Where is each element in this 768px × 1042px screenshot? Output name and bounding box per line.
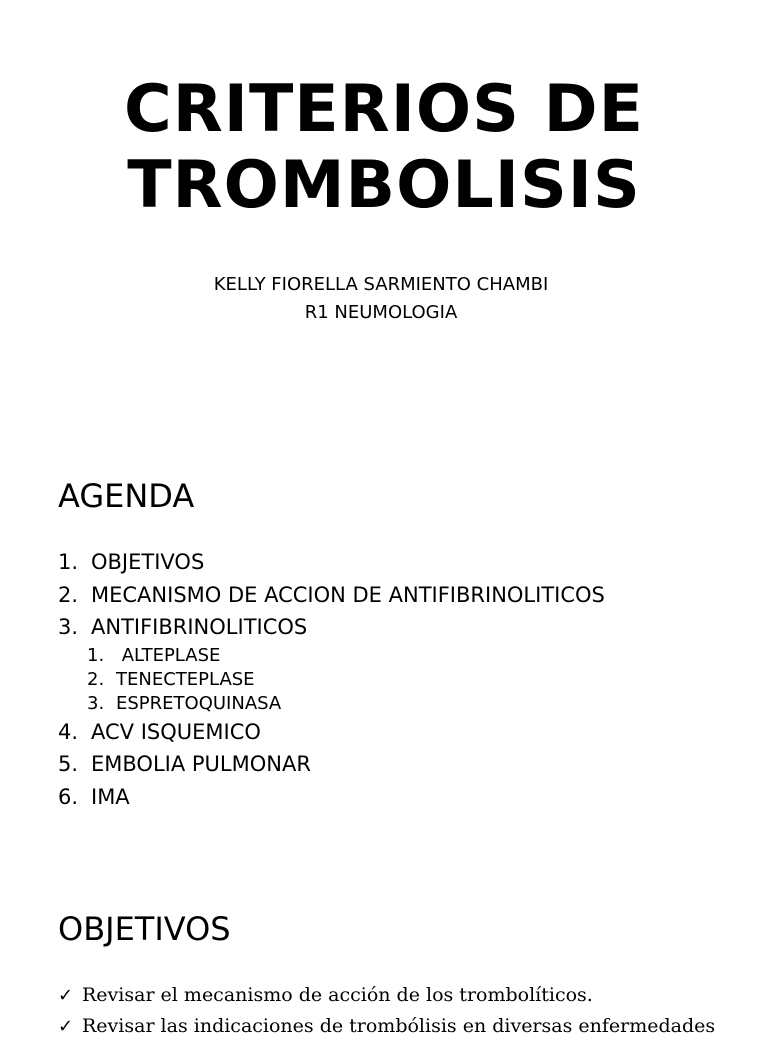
agenda-item-embolia bbox=[58, 748, 605, 781]
agenda-item-antifibrinoliticos bbox=[58, 611, 605, 716]
agenda-item-label: ACV ISQUEMICO bbox=[91, 719, 261, 744]
agenda-sub-list bbox=[58, 644, 605, 716]
list-number: 5. bbox=[58, 752, 79, 776]
objetivos-heading: OBJETIVOS bbox=[58, 910, 231, 948]
list-number: 1. bbox=[87, 644, 105, 666]
agenda-subitem-label: ESPRETOQUINASA bbox=[116, 692, 282, 714]
agenda-heading: AGENDA bbox=[58, 477, 195, 515]
objetivo-item bbox=[58, 980, 758, 1011]
agenda-item-label: EMBOLIA PULMONAR bbox=[91, 752, 311, 776]
objetivos-list bbox=[58, 980, 758, 1042]
list-number: 2. bbox=[87, 668, 105, 690]
check-icon: ✓ bbox=[58, 1016, 74, 1037]
agenda-subitem-label: ALTEPLASE bbox=[116, 644, 221, 666]
subtitle bbox=[0, 271, 762, 327]
list-number: 3. bbox=[87, 692, 105, 714]
list-number: 2. bbox=[58, 582, 79, 607]
list-number: 1. bbox=[58, 550, 79, 574]
objetivo-text: Revisar las indicaciones de trombólisis en diversas enfermedades bbox=[82, 1015, 716, 1037]
agenda-item-objetivos bbox=[58, 546, 605, 579]
author-role: R1 NEUMOLOGIA bbox=[304, 302, 458, 323]
agenda-subitem-label: TENECTEPLASE bbox=[116, 668, 255, 690]
title-line-2: TROMBOLISIS bbox=[127, 148, 641, 223]
agenda-item-acv bbox=[58, 716, 605, 749]
agenda-subitem-alteplase bbox=[87, 644, 605, 668]
author-name: KELLY FIORELLA SARMIENTO CHAMBI bbox=[213, 274, 549, 295]
agenda-item-mecanismo bbox=[58, 579, 605, 612]
check-icon: ✓ bbox=[58, 985, 74, 1006]
agenda-item-label: MECANISMO DE ACCION DE ANTIFIBRINOLITICOS bbox=[91, 582, 605, 607]
agenda-item-label: OBJETIVOS bbox=[91, 550, 205, 574]
title-line-1: CRITERIOS DE bbox=[124, 72, 644, 147]
objetivo-text: Revisar el mecanismo de acción de los trombolíticos. bbox=[82, 984, 593, 1006]
agenda-item-ima bbox=[58, 781, 605, 814]
agenda-item-label: IMA bbox=[91, 784, 130, 809]
agenda-subitem-espretoquinasa bbox=[87, 692, 605, 716]
objetivo-item bbox=[58, 1011, 758, 1042]
agenda-list bbox=[58, 546, 605, 813]
agenda-item-label: ANTIFIBRINOLITICOS bbox=[91, 615, 308, 639]
list-number: 4. bbox=[58, 719, 79, 744]
list-number: 6. bbox=[58, 784, 79, 809]
agenda-subitem-tenecteplase bbox=[87, 668, 605, 692]
list-number: 3. bbox=[58, 615, 79, 639]
page-title bbox=[0, 72, 768, 224]
